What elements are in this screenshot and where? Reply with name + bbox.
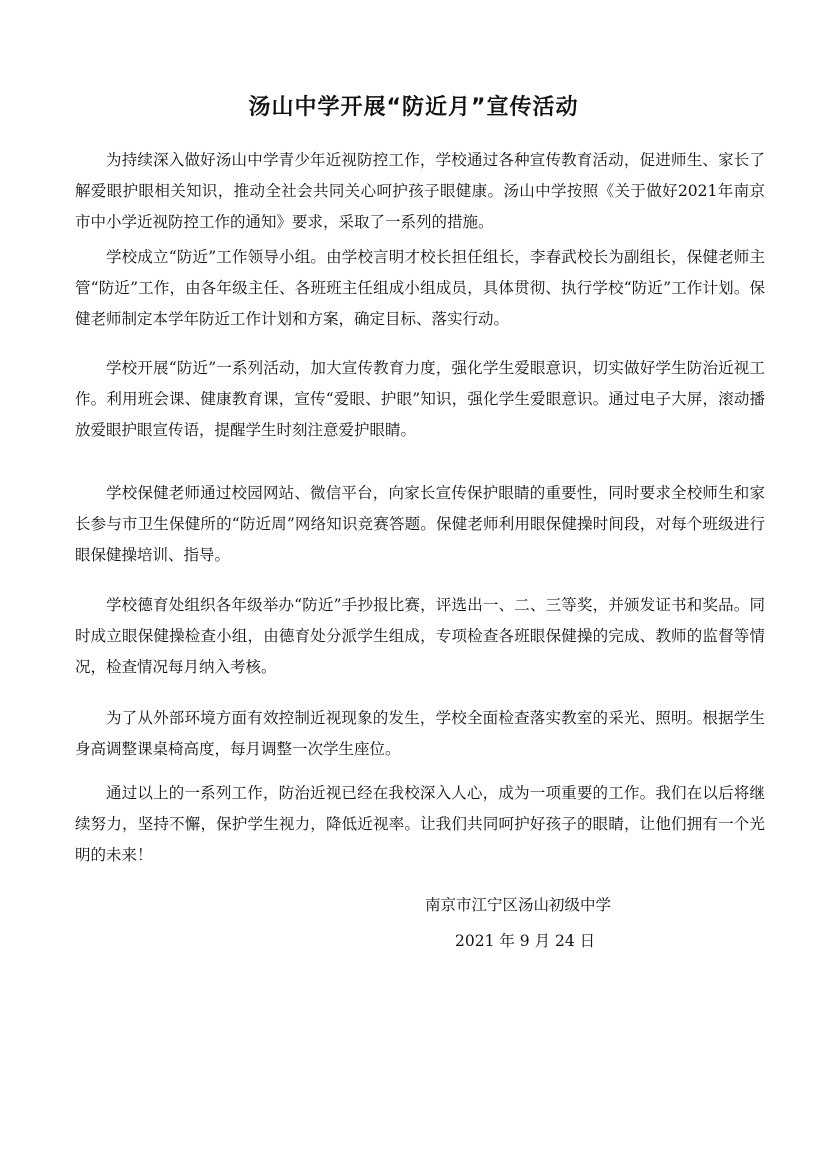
paragraph-intro: 为持续深入做好汤山中学青少年近视防控工作，学校通过各种宣传教育活动，促进师生、家长了解爱眼护眼相关知识，推动全社会共同关心呵护孩子眼健康。汤山中学按照《关于做好2021年南京市中小学近视防控工作的通知》要求，采取了一系列的措施。 [75,151,765,231]
paragraph-leadership-group: 学校成立“防近”工作领导小组。由学校言明才校长担任组长，李春武校长为副组长，保健老师主管“防近”工作，由各年级主任、各班班主任组成小组成员，具体贯彻、执行学校“防近”工作计划。保健老师制定本学年防近工作计划和方案，确定目标、落实行动。 [75,248,765,328]
paragraph-parent-outreach: 学校保健老师通过校园网站、微信平台，向家长宣传保护眼睛的重要性，同时要求全校师生和家长参与市卫生保健所的“防近周”网络知识竞赛答题。保健老师利用眼保健操时间段，对每个班级进行眼保健操培训、指导。 [75,484,765,564]
signature-organization: 南京市江宁区汤山初级中学 [425,896,612,914]
paragraph-environment: 为了从外部环境方面有效控制近视现象的发生，学校全面检查落实教室的采光、照明。根据学生身高调整课桌椅高度，每月调整一次学生座位。 [75,709,765,758]
document-title: 汤山中学开展“防近月”宣传活动 [248,95,579,120]
signature-date: 2021 年 9 月 24 日 [455,932,596,950]
paragraph-activities: 学校开展“防近”一系列活动，加大宣传教育力度，强化学生爱眼意识，切实做好学生防治近视工作。利用班会课、健康教育课，宣传“爱眼、护眼”知识，强化学生爱眼意识。通过电子大屏，滚动播放爱眼护眼宣传语，提醒学生时刻注意爱护眼睛。 [75,359,765,439]
paragraph-conclusion: 通过以上的一系列工作，防治近视已经在我校深入人心，成为一项重要的工作。我们在以后将继续努力，坚持不懈，保护学生视力，降低近视率。让我们共同呵护好孩子的眼睛，让他们拥有一个光明的未来！ [75,784,765,864]
paragraph-competition: 学校德育处组织各年级举办“防近”手抄报比赛，评选出一、二、三等奖，并颁发证书和奖品。同时成立眼保健操检查小组，由德育处分派学生组成，专项检查各班眼保健操的完成、教师的监督等情况，检查情况每月纳入考核。 [75,596,765,676]
